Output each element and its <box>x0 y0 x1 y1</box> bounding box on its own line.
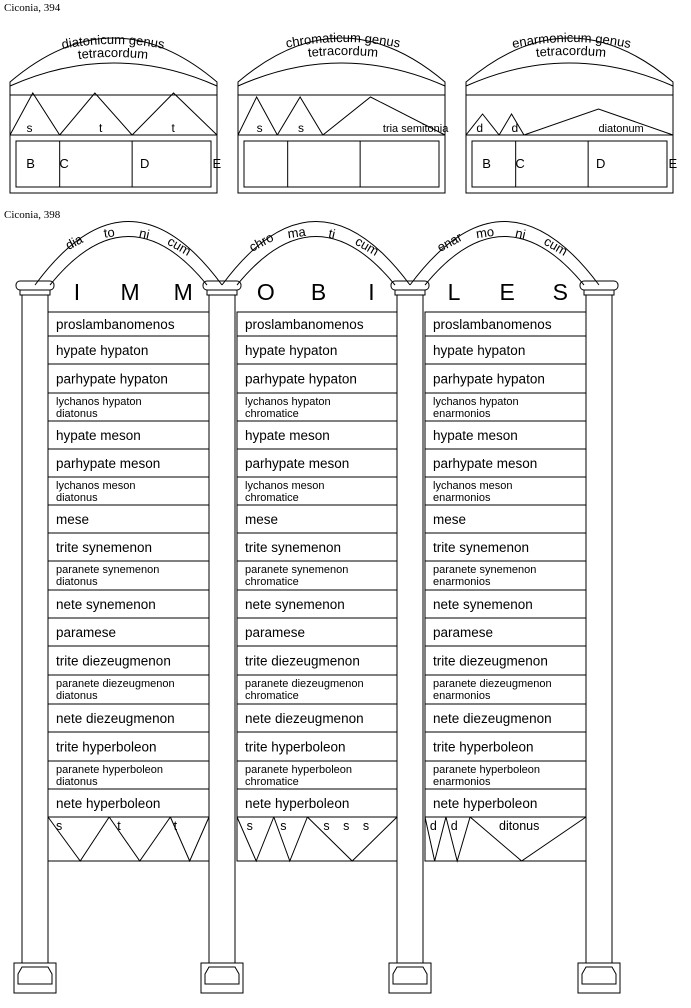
pillar-capital <box>391 281 429 290</box>
note-name: trite hyperboleon <box>56 739 157 755</box>
arch-title-path: chromaticum genus <box>284 29 402 51</box>
note-name: paranete synemenon <box>433 564 537 576</box>
note-genus: enarmonios <box>433 576 491 588</box>
note-genus: enarmonios <box>433 690 491 702</box>
note-box <box>238 135 445 193</box>
interval-triangle <box>60 93 132 135</box>
arch-outer <box>222 222 410 286</box>
pillar-capital <box>580 281 618 290</box>
note-box-inner <box>16 141 211 187</box>
note-column-3 <box>425 312 586 861</box>
note-name: lychanos meson <box>245 480 325 492</box>
tetrachord-3 <box>466 30 691 193</box>
header-letter: L <box>447 279 461 305</box>
note-letter: B <box>482 156 491 171</box>
header-letter: M <box>173 279 193 305</box>
pillar-shaft <box>397 295 423 963</box>
interval-label: s s s <box>323 819 370 833</box>
note-name: proslambanomenos <box>56 317 175 332</box>
arch-syllable: dia <box>62 231 86 253</box>
note-name: trite diezeugmenon <box>433 653 548 669</box>
note-name: mese <box>245 512 279 527</box>
note-name: hypate hypaton <box>245 343 338 358</box>
arch-syllable: to <box>102 224 116 241</box>
note-name: paranete diezeugmenon <box>245 678 364 690</box>
pillar-neck <box>395 290 425 295</box>
interval-label: s <box>26 121 33 135</box>
note-letter: E <box>668 156 678 171</box>
arch-subtitle-path: tetracordum <box>307 42 379 60</box>
interval-triangle <box>274 817 308 861</box>
note-name: nete diezeugmenon <box>433 711 552 726</box>
note-name: hypate hypaton <box>56 343 149 358</box>
interval-label: s <box>298 121 305 135</box>
arch-syllable: cum <box>541 233 571 259</box>
pillar-capital <box>203 281 241 290</box>
note-genus: chromatice <box>245 690 299 702</box>
note-name: mese <box>56 512 90 527</box>
note-genus: enarmonios <box>433 776 491 788</box>
arch-title-path: enarmonicum genus <box>510 29 633 52</box>
pillar-shaft <box>209 295 235 963</box>
note-name: paranete hyperboleon <box>245 764 353 776</box>
note-name: parhypate meson <box>433 456 538 471</box>
interval-label: t <box>117 819 121 833</box>
note-name: trite synemenon <box>56 540 153 555</box>
note-box <box>466 135 673 193</box>
arch-inner-curve <box>10 63 217 86</box>
pillar-base-inner <box>18 967 52 984</box>
header-letter: M <box>120 279 140 305</box>
note-genus: chromatice <box>245 776 299 788</box>
arch-outer <box>35 222 222 286</box>
note-genus: chromatice <box>245 492 299 504</box>
top-caption: Ciconia, 394 <box>4 2 61 14</box>
pillar-1 <box>14 281 56 993</box>
interval-label: d <box>476 121 484 135</box>
interval-label: d <box>450 819 458 833</box>
note-name: paramese <box>245 625 306 640</box>
interval-label: s <box>280 819 287 833</box>
interval-triangle <box>237 817 274 861</box>
note-letter: D <box>140 156 150 171</box>
note-name: mese <box>433 512 467 527</box>
note-name: proslambanomenos <box>245 317 364 332</box>
note-name: lychanos hypaton <box>433 396 519 408</box>
note-name: nete synemenon <box>245 597 345 612</box>
interval-label: t <box>99 121 103 135</box>
arch-inner-curve <box>466 63 673 86</box>
interval-label: s <box>256 121 263 135</box>
note-name: lychanos meson <box>433 480 513 492</box>
arches <box>35 222 599 286</box>
note-name: nete diezeugmenon <box>245 711 364 726</box>
note-name: lychanos hypaton <box>245 396 331 408</box>
arch-syllable: ni <box>514 225 528 242</box>
note-name: parhypate hypaton <box>433 371 545 387</box>
header-letter: I <box>73 279 81 305</box>
note-name: trite diezeugmenon <box>56 653 171 669</box>
pillar-base-inner <box>582 967 616 984</box>
tetrachord-diagrams <box>10 30 691 193</box>
note-box-inner <box>244 141 439 187</box>
header-letter: S <box>552 279 568 305</box>
note-genus: chromatice <box>245 408 299 420</box>
note-column-1 <box>48 312 209 861</box>
pillar-shaft <box>22 295 48 963</box>
note-box-inner <box>472 141 667 187</box>
arch-syllable: enar <box>434 229 465 255</box>
arch-syllable: cum <box>164 233 194 259</box>
arch-subtitle-path: tetracordum <box>77 44 149 63</box>
arch-syllable: ti <box>327 225 337 242</box>
note-letter: C <box>59 156 69 171</box>
pillar-capital <box>16 281 54 290</box>
header-letter: E <box>499 279 515 305</box>
note-name: parhypate hypaton <box>56 371 168 387</box>
note-genus: chromatice <box>245 576 299 588</box>
bottom-interval-box <box>48 817 209 861</box>
note-genus: diatonus <box>56 408 98 420</box>
note-name: nete synemenon <box>433 597 533 612</box>
note-name: trite hyperboleon <box>433 739 534 755</box>
note-name: nete diezeugmenon <box>56 711 175 726</box>
note-name: trite synemenon <box>245 540 342 555</box>
arch-subtitle-path: tetracordum <box>535 42 607 60</box>
interval-label: s <box>56 819 63 833</box>
note-name: trite diezeugmenon <box>245 653 360 669</box>
pillar-neck <box>207 290 237 295</box>
interval-label: d <box>511 121 519 135</box>
note-box <box>10 135 217 193</box>
note-name: nete synemenon <box>56 597 156 612</box>
note-genus: enarmonios <box>433 492 491 504</box>
note-name: hypate meson <box>433 428 518 443</box>
tetrachord-1 <box>10 32 222 193</box>
note-name: paramese <box>433 625 494 640</box>
header-letter: I <box>368 279 375 305</box>
note-name: parhypate meson <box>245 456 350 471</box>
note-letter: D <box>596 156 606 171</box>
note-name: paramese <box>56 625 117 640</box>
bottom-interval-box <box>237 817 397 861</box>
note-name: paranete diezeugmenon <box>433 678 552 690</box>
interval-triangle <box>446 817 470 861</box>
pillar-shaft <box>586 295 612 963</box>
note-name: lychanos meson <box>56 480 136 492</box>
pillar-neck <box>20 290 50 295</box>
note-letter: E <box>212 156 222 171</box>
pillar-base-inner <box>205 967 239 984</box>
note-name: parhypate meson <box>56 456 161 471</box>
note-name: parhypate hypaton <box>245 371 357 387</box>
note-letter: C <box>515 156 525 171</box>
interval-label: t <box>171 121 175 135</box>
arch-title-path: diatonicum genus <box>60 31 166 52</box>
note-name: nete hyperboleon <box>433 796 538 811</box>
interval-label: diatonum <box>598 123 644 135</box>
tetrachord-2 <box>238 30 678 193</box>
arch-subtitle <box>535 43 607 60</box>
note-genus: diatonus <box>56 576 98 588</box>
note-genus: diatonus <box>56 776 98 788</box>
pillar-neck <box>584 290 614 295</box>
arch-subtitle <box>307 43 379 60</box>
arch-subtitle <box>77 45 149 62</box>
header-letter: B <box>310 279 327 305</box>
note-name: paranete hyperboleon <box>56 764 164 776</box>
note-genus: diatonus <box>56 690 98 702</box>
arch-syllable: ni <box>137 225 151 242</box>
interval-label: d <box>429 819 437 833</box>
arch-outer <box>410 222 599 286</box>
interval-triangle <box>10 93 60 135</box>
note-name: trite hyperboleon <box>245 739 346 755</box>
pillar-base-inner <box>393 967 427 984</box>
note-name: paranete synemenon <box>245 564 349 576</box>
note-name: proslambanomenos <box>433 317 552 332</box>
tonal-system-table <box>14 222 620 994</box>
bottom-caption: Ciconia, 398 <box>4 209 61 221</box>
pillar-4 <box>578 281 620 993</box>
note-name: hypate hypaton <box>433 343 526 358</box>
arch-syllable: mo <box>474 223 495 242</box>
note-genus: enarmonios <box>433 408 491 420</box>
note-name: nete hyperboleon <box>56 796 161 811</box>
arch-syllable: chro <box>246 229 276 255</box>
note-name: hypate meson <box>245 428 330 443</box>
note-letter: B <box>26 156 35 171</box>
note-name: paranete hyperboleon <box>433 764 541 776</box>
interval-label: t <box>173 819 178 833</box>
note-name: trite synemenon <box>433 540 530 555</box>
interval-label: tria semitonia <box>382 123 449 135</box>
interval-label: s <box>246 819 253 833</box>
interval-label: ditonus <box>499 819 540 833</box>
note-name: hypate meson <box>56 428 141 443</box>
arch-syllable: ma <box>286 223 307 242</box>
note-genus: diatonus <box>56 492 98 504</box>
interval-box <box>10 95 217 135</box>
note-name: paranete synemenon <box>56 564 160 576</box>
note-name: lychanos hypaton <box>56 396 142 408</box>
arch-syllable: cum <box>352 233 382 259</box>
note-column-2 <box>237 312 397 861</box>
arch-inner-curve <box>238 63 445 86</box>
header-letter: O <box>256 279 275 305</box>
note-name: nete hyperboleon <box>245 796 350 811</box>
note-name: paranete diezeugmenon <box>56 678 175 690</box>
